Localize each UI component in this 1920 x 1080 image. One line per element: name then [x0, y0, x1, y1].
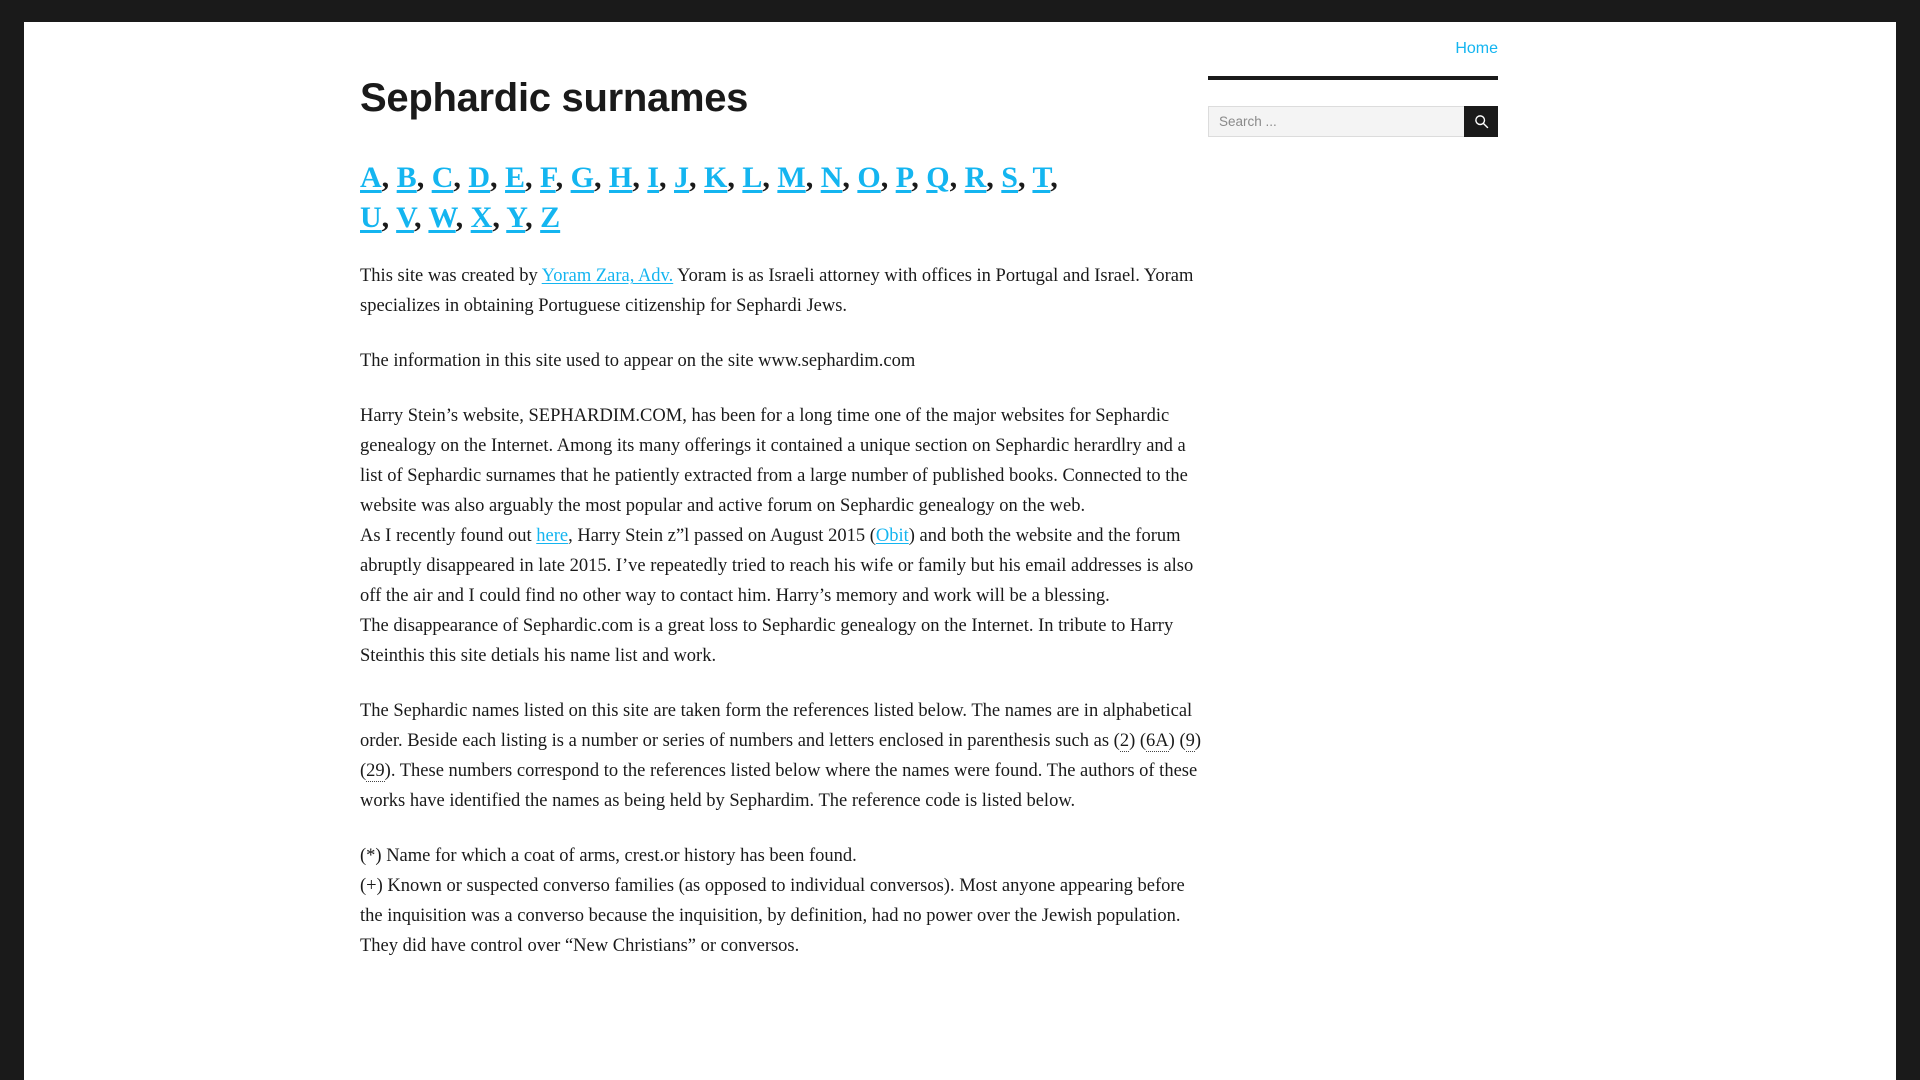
- alphabet-separator: ,: [1017, 161, 1033, 194]
- paragraph-site-origin: The information in this site used to appear on the site www.sephardim.com: [360, 351, 916, 372]
- alphabet-separator: ,: [805, 161, 821, 194]
- search-input[interactable]: [1208, 106, 1464, 137]
- ref-text-a: The Sephardic names listed on this site are taken form the references listed below. The names are in alphabetical order. Beside each listing is a number or series of numbers and letters enclosed in parenthesis such as (: [360, 700, 1193, 751]
- alphabet-separator: ,: [455, 200, 471, 234]
- yoram-zara-link[interactable]: Yoram Zara, Adv.: [541, 266, 674, 287]
- alphabet-separator: ,: [986, 161, 1002, 194]
- paragraph-reference-codes: [360, 697, 1205, 817]
- alphabet-separator: ,: [381, 161, 397, 194]
- alphabet-separator: ,: [911, 161, 927, 194]
- alphabet-link-v[interactable]: V: [396, 200, 414, 234]
- alphabet-separator: ,: [880, 161, 896, 194]
- alphabet-link-r[interactable]: R: [964, 161, 987, 194]
- alphabet-link-t[interactable]: T: [1032, 161, 1051, 194]
- alphabet-separator: ,: [453, 161, 469, 194]
- paragraph-harry-stein-website: Harry Stein’s website, SEPHARDIM.COM, has been for a long time one of the major websites for Sephardic genealogy on the Internet. Among its many offerings it contained a unique section on Sephardic herardlry and a list of Sephardic surnames that he patiently extracted from a large number of published books. Connected to the website was also arguably the most popular and active forum on Sephardic genealogy on the web.: [360, 406, 1188, 516]
- paragraph-legend-plus: (+) Known or suspected converso families (as opposed to individual conversos). Most anyone appearing before the inquisition was a converso because the inquisition, by definition, had no power over the Jewish population. They did have control over “New Christians” or conversos.: [360, 875, 1185, 956]
- intro-text-before: This site was created by: [360, 266, 542, 287]
- alphabet-link-c[interactable]: C: [431, 161, 454, 194]
- alphabet-link-d[interactable]: D: [468, 161, 491, 194]
- alphabet-link-a[interactable]: A: [360, 161, 382, 194]
- alphabet-separator: ,: [416, 161, 432, 194]
- primary-navigation: [1208, 22, 1498, 58]
- alphabet-link-z[interactable]: Z: [540, 200, 561, 234]
- ref-text-d: ) (: [360, 730, 1202, 781]
- alphabet-separator: ,: [490, 161, 506, 194]
- ref-number-4: 29: [366, 760, 385, 781]
- alphabet-link-e[interactable]: E: [505, 161, 526, 194]
- alphabet-separator: ,: [525, 200, 541, 234]
- paragraph-legend-asterisk: (*) Name for which a coat of arms, crest.or history has been found.: [360, 845, 857, 866]
- alphabet-link-q[interactable]: Q: [926, 161, 950, 194]
- ref-number-3: 9: [1185, 730, 1195, 751]
- alphabet-separator: ,: [593, 161, 609, 194]
- alphabet-link-l[interactable]: L: [742, 161, 763, 194]
- ref-text-b: ) (: [1129, 730, 1147, 751]
- alphabet-link-x[interactable]: X: [470, 200, 493, 234]
- here-link[interactable]: here: [536, 525, 569, 546]
- search-submit-button[interactable]: [1464, 106, 1498, 137]
- alphabet-separator: ,: [727, 161, 743, 194]
- ref-number-1: 2: [1119, 730, 1130, 751]
- alphabet-separator: ,: [381, 200, 397, 234]
- page-title: Sephardic surnames: [360, 76, 749, 120]
- search-icon: [1474, 114, 1489, 129]
- alphabet-link-n[interactable]: N: [820, 161, 843, 194]
- alphabet-link-m[interactable]: M: [777, 161, 806, 194]
- alphabet-separator: ,: [555, 161, 571, 194]
- alphabet-link-h[interactable]: H: [608, 161, 633, 194]
- ref-text-e: ). These numbers correspond to the references listed below where the names were found. The authors of these works have identified the names as being held by Sephardim. The reference code is listed below.: [360, 760, 1198, 811]
- passing-text-b: , Harry Stein z”l passed on August 2015 (: [568, 525, 876, 546]
- alphabet-link-b[interactable]: B: [396, 161, 417, 194]
- sidebar: [1208, 22, 1498, 137]
- alphabet-separator: ,: [762, 161, 778, 194]
- paragraph-harry-stein-passing: [360, 522, 1205, 612]
- alphabet-link-p[interactable]: P: [895, 161, 912, 194]
- alphabet-separator: ,: [949, 161, 965, 194]
- alphabet-separator: ,: [632, 161, 648, 194]
- alphabet-separator: ,: [842, 161, 858, 194]
- alphabet-link-f[interactable]: F: [540, 161, 556, 194]
- alphabet-link-u[interactable]: U: [360, 200, 382, 234]
- intro-text-after: Yoram is as Israeli attorney with offices in Portugal and Israel. Yoram specializes in obtaining Portuguese citizenship for Sephardi Jews.: [360, 266, 1194, 317]
- alphabet-separator: ,: [1050, 161, 1058, 194]
- alphabet-link-g[interactable]: G: [570, 161, 594, 194]
- paragraph-intro: [360, 262, 1205, 322]
- alphabet-separator: ,: [689, 161, 704, 194]
- alphabet-link-i[interactable]: I: [647, 161, 659, 194]
- ref-text-c: ) (: [1168, 730, 1186, 751]
- obit-link[interactable]: Obit: [875, 525, 909, 546]
- nav-divider: [1208, 76, 1498, 80]
- alphabet-link-j[interactable]: J: [674, 161, 689, 194]
- passing-text-a: As I recently found out: [360, 525, 537, 546]
- search-form: [1208, 106, 1498, 137]
- paragraph-tribute: The disappearance of Sephardic.com is a great loss to Sephardic genealogy on the Internet. In tribute to Harry Steinthis this site detials his name list and work.: [360, 615, 1174, 666]
- alphabet-link-k[interactable]: K: [704, 161, 728, 194]
- alphabet-row-1: [360, 161, 1058, 194]
- nav-item-home[interactable]: Home: [1455, 40, 1498, 57]
- alphabet-link-y[interactable]: Y: [506, 200, 526, 234]
- passing-text-c: ) and both the website and the forum abruptly disappeared in late 2015. I’ve repeatedly tried to reach his wife or family but his email addresses is also off the air and I could find no other way to contact him. Harry’s memory and work will be a blessing.: [360, 525, 1194, 606]
- alphabet-row-2: [360, 201, 560, 234]
- alphabet-index: [360, 158, 1205, 237]
- ref-number-2: 6A: [1146, 730, 1169, 751]
- page-canvas: [24, 22, 1896, 1080]
- alphabet-separator: ,: [492, 200, 507, 234]
- alphabet-link-o[interactable]: O: [857, 161, 881, 194]
- alphabet-link-w[interactable]: W: [428, 200, 456, 234]
- main-content: [360, 22, 1205, 962]
- alphabet-separator: ,: [413, 200, 429, 234]
- alphabet-link-s[interactable]: S: [1001, 161, 1018, 194]
- alphabet-separator: ,: [659, 161, 674, 194]
- alphabet-separator: ,: [525, 161, 541, 194]
